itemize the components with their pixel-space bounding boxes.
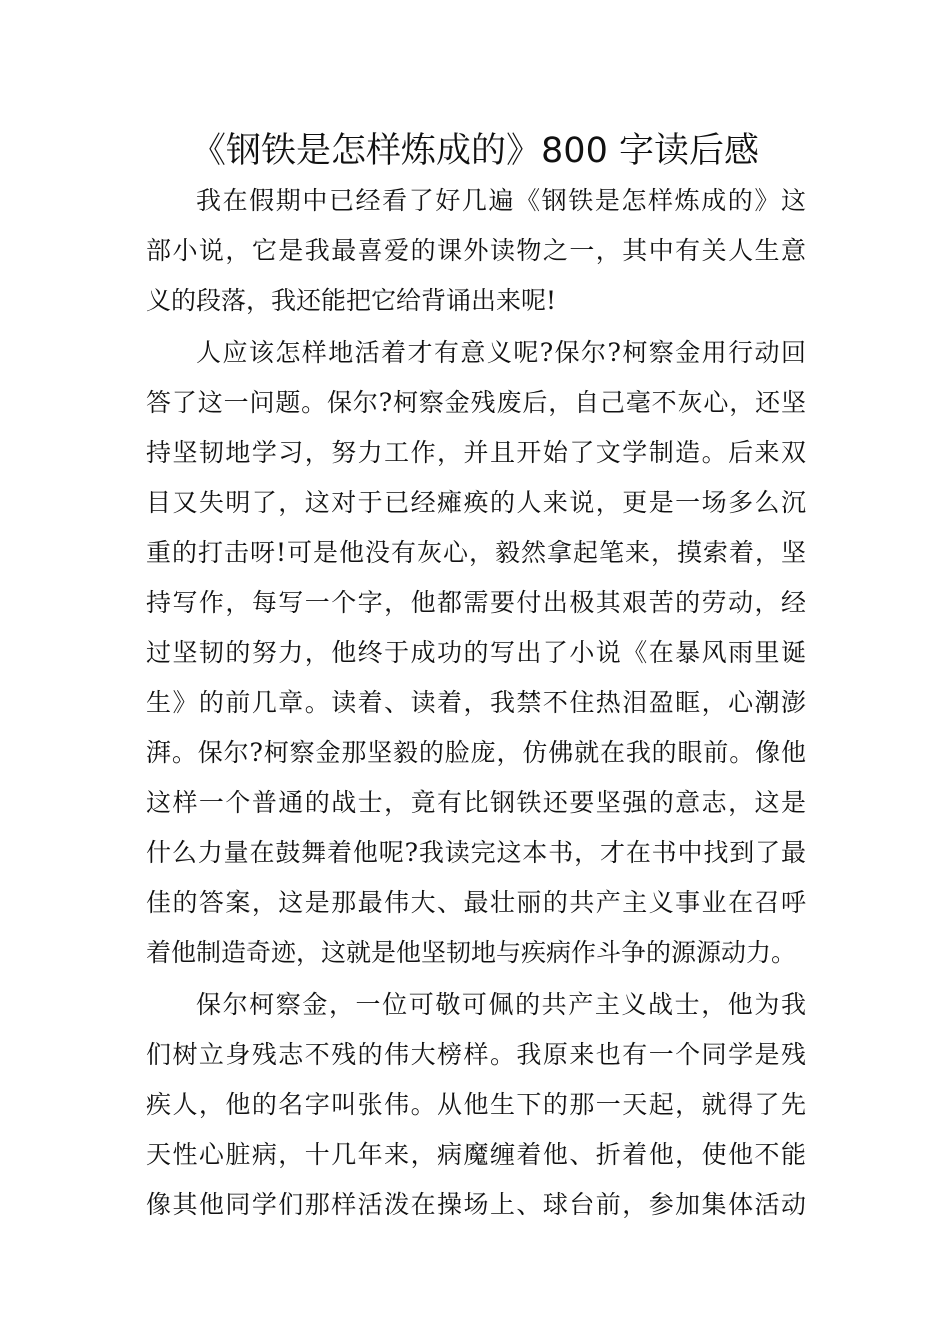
text-line: 湃。保尔?柯察金那坚毅的脸庞，仿佛就在我的眼前。像他 (146, 738, 806, 767)
text-line: 持写作，每写一个字，他都需要付出极其艰苦的劳动，经 (146, 588, 806, 617)
text-line: 天性心脏病，十几年来，病魔缠着他、折着他，使他不能 (146, 1140, 806, 1169)
text-line: 人应该怎样地活着才有意义呢?保尔?柯察金用行动回 (196, 338, 806, 367)
text-line: 持坚韧地学习，努力工作，并且开始了文学制造。后来双 (146, 438, 806, 467)
text-line: 保尔柯察金，一位可敬可佩的共产主义战士，他为我 (196, 990, 806, 1019)
text-line: 过坚韧的努力，他终于成功的写出了小说《在暴风雨里诞 (146, 638, 806, 667)
document-title: 《钢铁是怎样炼成的》800 字读后感 (191, 131, 759, 171)
text-line: 目又失明了，这对于已经瘫痪的人来说，更是一场多么沉 (146, 488, 806, 517)
text-line: 什么力量在鼓舞着他呢?我读完这本书，才在书中找到了最 (146, 838, 806, 867)
text-line: 重的打击呀!可是他没有灰心，毅然拿起笔来，摸索着，坚 (146, 538, 806, 567)
text-line: 答了这一问题。保尔?柯察金残废后，自己毫不灰心，还坚 (146, 388, 806, 417)
text-line: 生》的前几章。读着、读着，我禁不住热泪盈眶，心潮澎 (146, 688, 806, 717)
text-line: 们树立身残志不残的伟大榜样。我原来也有一个同学是残 (146, 1040, 806, 1069)
text-line: 部小说，它是我最喜爱的课外读物之一，其中有关人生意 (146, 236, 806, 265)
text-line: 疾人，他的名字叫张伟。从他生下的那一天起，就得了先 (146, 1090, 806, 1119)
text-line: 像其他同学们那样活泼在操场上、球台前，参加集体活动 (146, 1190, 806, 1219)
text-line: 着他制造奇迹，这就是他坚韧地与疾病作斗争的源源动力。 (146, 938, 797, 967)
text-line: 佳的答案，这是那最伟大、最壮丽的共产主义事业在召呼 (146, 888, 806, 917)
text-line: 我在假期中已经看了好几遍《钢铁是怎样炼成的》这 (196, 186, 806, 215)
text-line: 这样一个普通的战士，竟有比钢铁还要坚强的意志，这是 (146, 788, 806, 817)
text-line: 义的段落，我还能把它给背诵出来呢! (146, 286, 557, 315)
